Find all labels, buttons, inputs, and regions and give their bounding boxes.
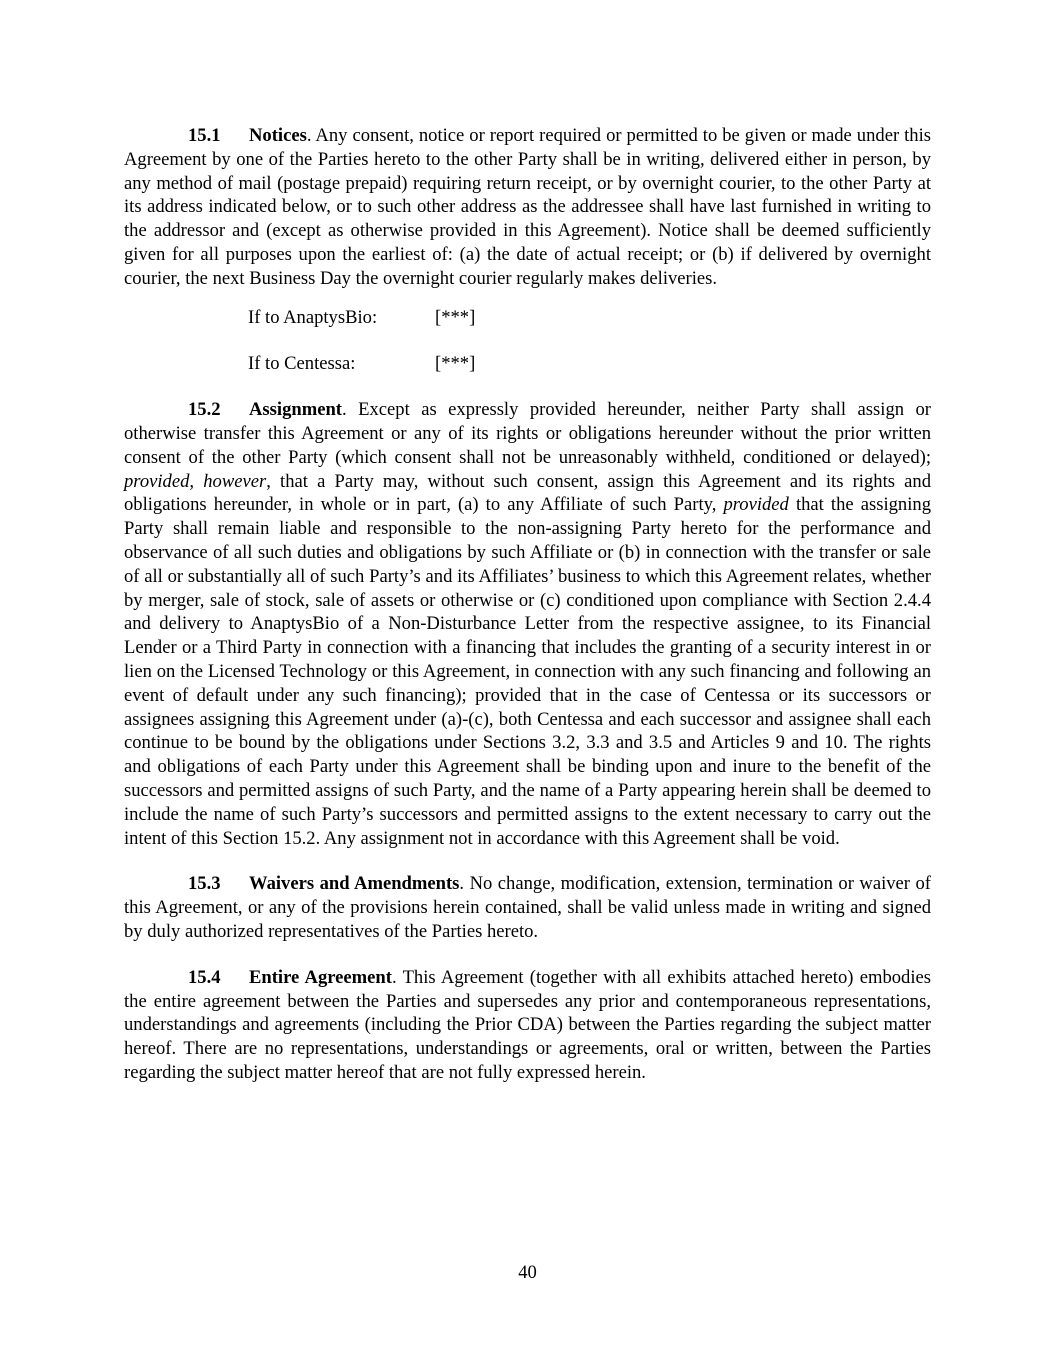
section-number: 15.1 [188,125,221,146]
notice-value: [***] [435,306,476,328]
section-15-4 [124,966,931,1085]
notice-value: [***] [435,353,476,375]
italic-term: provided [723,494,789,516]
notice-line-anaptysbio [248,306,931,330]
section-15-2 [124,398,931,850]
notice-label: If to AnaptysBio: [248,306,378,328]
section-title: Waivers and Amendments [249,873,460,895]
section-body: . No change, modification, extension, termination or waiver of this Agreement, or any of the provisions herein contained, shall be valid unless made in writing and signed by duly authorized representatives of the Parties hereto. [124,873,931,942]
section-body-part: , that a Party may, without such consent, assign this Agreement and its rights and obligations hereunder, in whole or in part, (a) to any Affiliate of such Party, [124,470,931,516]
document-page [124,124,931,1085]
section-title: Assignment [249,399,342,421]
section-number: 15.2 [188,399,221,421]
section-15-3 [124,872,931,943]
page-number: 40 [518,1262,537,1283]
italic-term: provided, however [124,470,267,492]
notice-label: If to Centessa: [248,353,356,375]
notice-line-centessa [248,352,931,376]
section-title: Entire Agreement [249,966,392,988]
section-number: 15.3 [188,873,221,895]
section-body: . Any consent, notice or report required or permitted to be given or made under this Agreement by one of the Parties hereto to the other Party shall be in writing, delivered either in person, by any method of mail (postage prepaid) requiring return receipt, or by overnight courier, to the other Party at its address indicated below, or to such other address as the addressee shall have last furnished in writing to the addressor and (except as otherwise provided in this Agreement). Notice shall be deemed sufficiently given for all purposes upon the earliest of: (a) the date of actual receipt; or (b) if delivered by overnight courier, the next Business Day the overnight courier regularly makes deliveries. [124,125,931,289]
section-number: 15.4 [188,966,221,988]
section-body: . This Agreement (together with all exhibits attached hereto) embodies the entire agreement between the Parties and supersedes any prior and contemporaneous representations, understandings and agreements (including the Prior CDA) between the Parties regarding the subject matter hereof. There are no representations, understandings or agreements, oral or written, between the Parties regarding the subject matter hereof that are not fully expressed herein. [124,966,931,1083]
section-body-part: . Except as expressly provided hereunder, neither Party shall assign or otherwise transfer this Agreement or any of its rights or obligations hereunder without the prior written consent of the other Party (which consent shall not be unreasonably withheld, conditioned or delayed); [124,399,931,468]
section-title: Notices [249,125,307,146]
section-body-part: that the assigning Party shall remain liable and responsible to the non-assigning Party hereto for the performance and observance of all such duties and obligations by such Affiliate or (b) in connection with the transfer or sale of all or substantially all of such Party’s and its Affiliates’ business to which this Agreement relates, whether by merger, sale of stock, sale of assets or otherwise or (c) conditioned upon compliance with Section 2.4.4 and delivery to AnaptysBio of a Non-Disturbance Letter from the respective assignee, to its Financial Lender or a Third Party in connection with a financing that includes the granting of a security interest in or lien on the Licensed Technology or this Agreement, in connection with any such financing and following an event of default under any such financing); provided that in the case of Centessa or its successors or assignees assigning this Agreement under (a)-(c), both Centessa and each successor and assignee shall each continue to be bound by the obligations under Sections 3.2, 3.3 and 3.5 and Articles 9 and 10. The rights and obligations of each Party under this Agreement shall be binding upon and inure to the benefit of the successors and permitted assigns of such Party, and the name of a Party appearing herein shall be deemed to include the name of such Party’s successors and permitted assigns to the extent necessary to carry out the intent of this Section 15.2. Any assignment not in accordance with this Agreement shall be void. [124,494,931,849]
section-15-1 [124,124,931,291]
notice-addresses [248,306,931,377]
